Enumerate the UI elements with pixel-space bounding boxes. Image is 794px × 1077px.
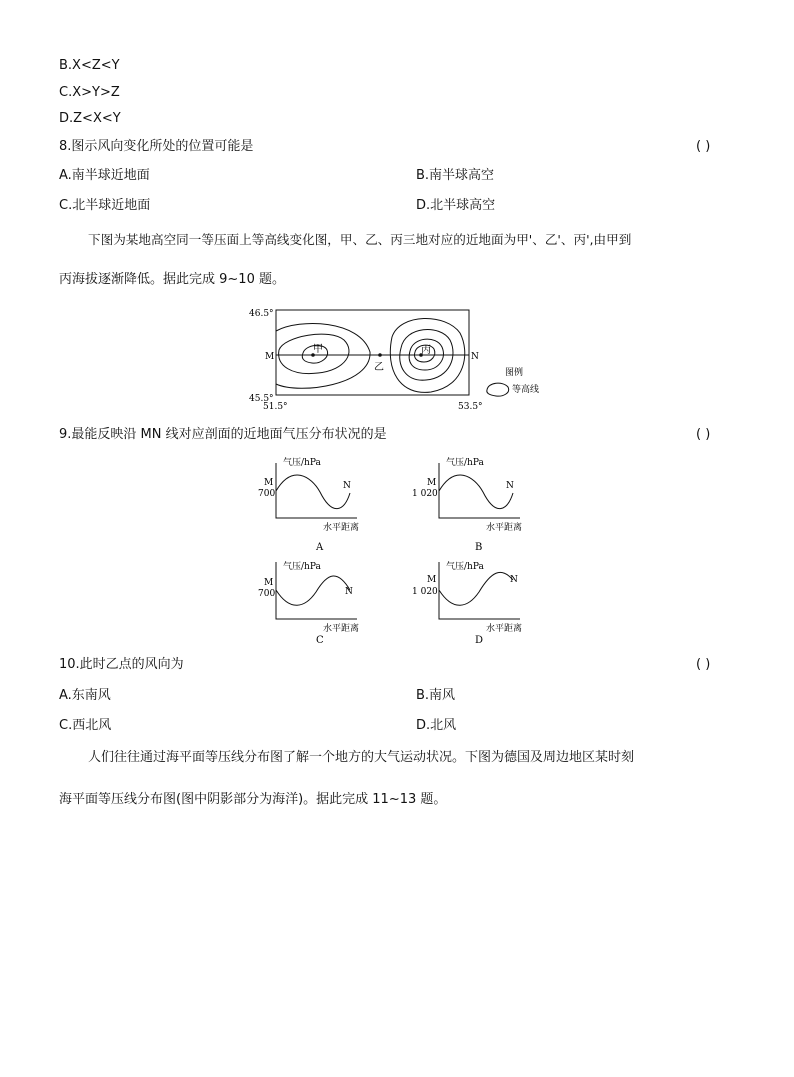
graph-d-n: N	[510, 575, 518, 585]
intro1-line2: 丙海拔逐渐降低。据此完成 9~10 题。	[59, 272, 285, 287]
q10-answer-paren: ( )	[696, 657, 711, 672]
graph-b-letter: B	[475, 542, 483, 553]
graph-d-value: 1 020	[412, 587, 438, 597]
q8-option-a: A.南半球近地面	[59, 168, 150, 183]
graph-c-n: N	[345, 587, 353, 597]
graph-b-curve	[439, 475, 513, 509]
map-n-label: N	[471, 352, 479, 362]
q10-option-d: D.北风	[416, 718, 457, 733]
q10-option-a: A.东南风	[59, 688, 111, 703]
q9-answer-paren: ( )	[696, 427, 711, 442]
legend-label: 等高线	[512, 385, 540, 395]
graph-d-curve	[439, 572, 513, 605]
jia-contour-outer	[276, 323, 370, 388]
graph-c-letter: C	[316, 635, 324, 646]
map-m-label: M	[265, 352, 275, 362]
map-frame	[276, 310, 469, 395]
graph-c-ylabel: 气压/hPa	[283, 562, 321, 572]
graph-a-value: 700	[258, 489, 276, 499]
graph-a-ylabel: 气压/hPa	[283, 458, 321, 468]
intro2-line1: 人们往往通过海平面等压线分布图了解一个地方的大气运动状况。下图为德国及周边地区某时刻	[88, 750, 635, 765]
q10-stem: 10.此时乙点的风向为	[59, 657, 184, 672]
graph-b-m: M	[427, 478, 437, 488]
intro1-line1: 下图为某地高空同一等压面上等高线变化图，甲、乙、丙三地对应的近地面为甲'、乙'、丙',由甲到	[88, 232, 632, 247]
q8-option-c: C.北半球近地面	[59, 198, 151, 213]
lat-bottom-label: 45.5°	[249, 394, 274, 404]
graph-b-xlabel: 水平距离	[486, 523, 523, 533]
graph-d-xlabel: 水平距离	[486, 624, 523, 634]
lon-left-label: 51.5°	[263, 402, 288, 412]
q8-stem: 8.图示风向变化所处的位置可能是	[59, 139, 254, 154]
legend-title: 图例	[505, 368, 524, 378]
graph-c-m: M	[264, 578, 274, 588]
graph-d-m: M	[427, 575, 437, 585]
graph-d-letter: D	[475, 635, 484, 646]
yi-point	[378, 353, 382, 357]
yi-label: 乙	[374, 362, 384, 373]
graph-b	[412, 456, 522, 553]
graph-a-m: M	[264, 478, 274, 488]
graph-b-value: 1 020	[412, 489, 438, 499]
graph-b-ylabel: 气压/hPa	[446, 458, 484, 468]
graph-d-ylabel: 气压/hPa	[446, 562, 484, 572]
bing-label: 丙	[421, 345, 431, 356]
graph-c-value: 700	[258, 589, 276, 599]
graph-a-n: N	[343, 481, 351, 491]
graph-a-xlabel: 水平距离	[323, 523, 360, 533]
lat-top-label: 46.5°	[249, 309, 274, 319]
legend-contour-icon	[487, 383, 509, 396]
q9-stem: 9.最能反映沿 MN 线对应剖面的近地面气压分布状况的是	[59, 427, 387, 442]
graph-c	[258, 560, 359, 646]
graph-c-curve	[276, 576, 350, 605]
graph-a	[258, 456, 359, 553]
jia-label: 甲	[313, 344, 323, 355]
graph-c-xlabel: 水平距离	[323, 624, 360, 634]
q8-option-b: B.南半球高空	[416, 168, 495, 183]
graph-d	[412, 560, 522, 646]
q7-option-d: D.Z<X<Y	[59, 111, 121, 126]
graph-b-n: N	[506, 481, 514, 491]
q10-option-c: C.西北风	[59, 718, 112, 733]
q8-answer-paren: ( )	[696, 139, 711, 154]
lon-right-label: 53.5°	[458, 402, 483, 412]
intro2-line2: 海平面等压线分布图(图中阴影部分为海洋)。据此完成 11~13 题。	[59, 792, 447, 807]
contour-map	[276, 310, 469, 395]
graph-a-curve	[276, 475, 350, 509]
q10-option-b: B.南风	[416, 688, 456, 703]
q8-option-d: D.北半球高空	[416, 198, 496, 213]
graph-a-letter: A	[316, 542, 324, 553]
q7-option-c: C.X>Y>Z	[59, 85, 120, 100]
q7-option-b: B.X<Z<Y	[59, 58, 120, 73]
